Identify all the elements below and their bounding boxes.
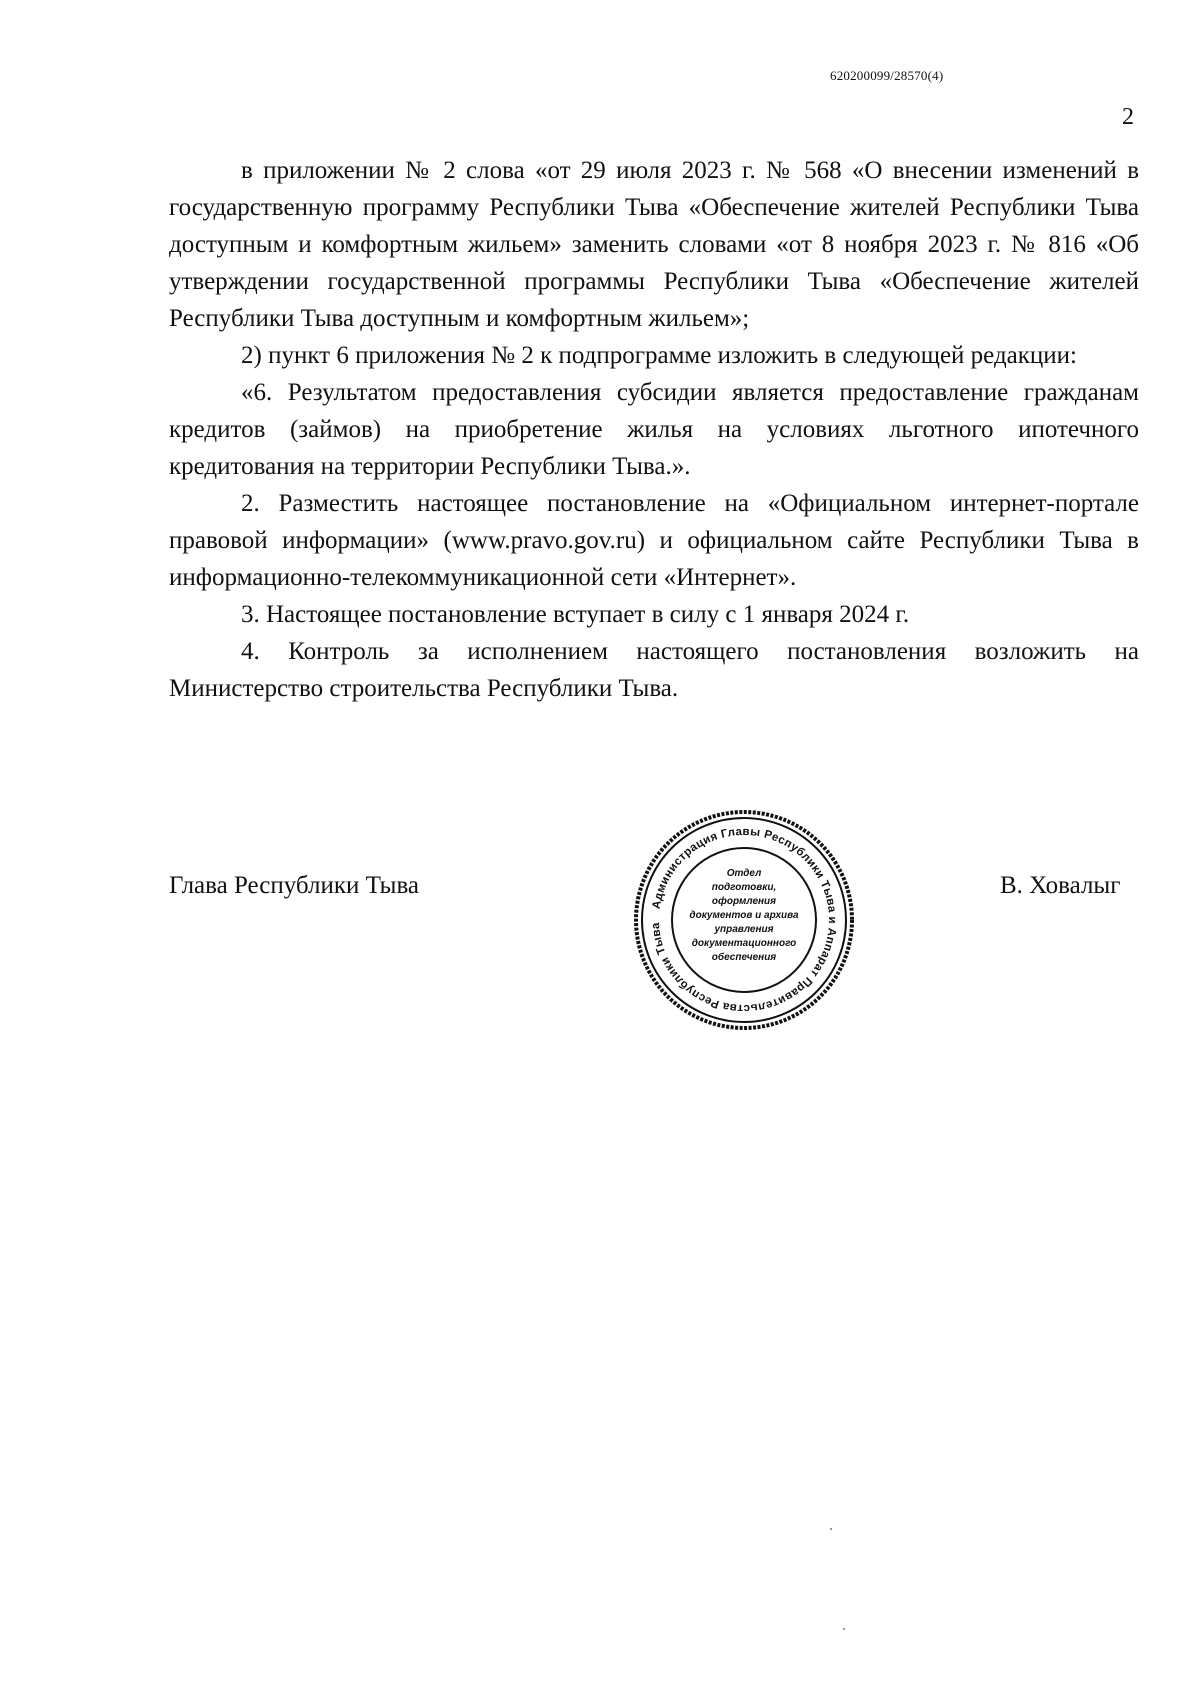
seal-center-line: документов и архива — [689, 910, 799, 921]
paragraph: 3. Настоящее постановление вступает в силу с 1 января 2024 г. — [241, 601, 910, 628]
document-id: 620200099/28570(4) — [830, 68, 944, 83]
document-body — [169, 152, 1139, 707]
paragraph: 2. Разместить настоящее постановление на «Официальном интернет-портале правовой информации» (www.pravo.gov.ru) и официальном сайте Республики Тыва в информационно-телекоммуникационной сети «Интернет». — [169, 490, 1139, 591]
seal-center-line: управления — [714, 924, 774, 935]
official-seal — [632, 808, 856, 1032]
paragraph: «6. Результатом предоставления субсидии является предоставление гражданам кредитов (займов) на приобретение жилья на условиях льготного ипотечного кредитования на территории Республики Тыва.». — [169, 379, 1139, 480]
seal-center-line: обеспечения — [711, 952, 777, 963]
paragraph: 2) пункт 6 приложения № 2 к подпрограмме изложить в следующей редакции: — [241, 342, 1077, 369]
scan-speck — [843, 1628, 845, 1630]
page-number: 2 — [1122, 104, 1134, 130]
paragraph: в приложении № 2 слова «от 29 июля 2023 г. № 568 «О внесении изменений в государственную программу Республики Тыва «Обеспечение жителей Республики Тыва доступным и комфортным жильем» заменить словами «от 8 ноября 2023 г. № 816 «Об утверждении государственной программы Республики Тыва «Обеспечение жителей Республики Тыва доступным и комфортным жильем»; — [169, 157, 1139, 332]
seal-center-line: документационного — [691, 938, 797, 949]
scan-speck — [830, 1528, 832, 1530]
paragraph: 4. Контроль за исполнением настоящего постановления возложить на Министерство строительства Республики Тыва. — [169, 638, 1139, 702]
seal-ring-text: Администрация Главы Республики Тыва и Аппарат Правительства Республики Тыва — [649, 825, 839, 1015]
seal-center-line: подготовки, — [711, 882, 777, 893]
seal-center-line: Отдел — [726, 868, 762, 879]
signatory-name: В. Ховалыг — [1000, 872, 1121, 899]
signatory-position: Глава Республики Тыва — [169, 872, 420, 899]
seal-center-line: оформления — [711, 896, 777, 907]
